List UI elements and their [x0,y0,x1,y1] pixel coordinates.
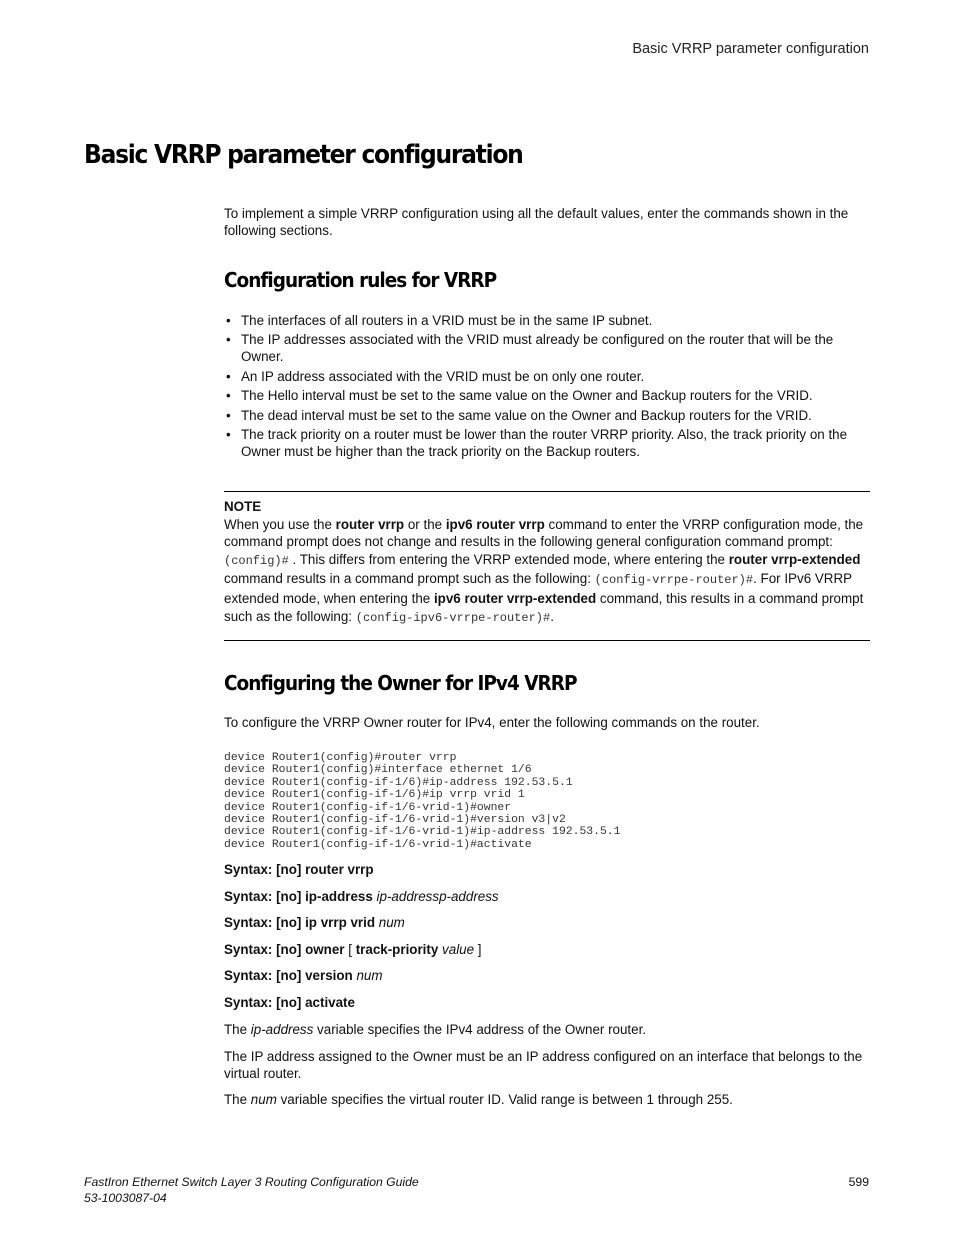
rules-list [224,312,870,462]
cli-code-block: device Router1(config)#router vrrp device Router1(config)#interface ethernet 1/6 device Router1(config-if-1/6)#ip-address 192.53.5.1 device Router1(config-if-1/6)#ip vrrp vrid 1 device Router1(config-if-1/6-vrid-1)#owner device Router1(config-if-1/6-vrid-1)#version v3|v2 device Router1(config-if-1/6-vrid-1)#ip-address 192.53.5.1 device Router1(config-if-1/6-vrid-1)#activate [224,752,621,851]
command-name: router vrrp-extended [728,551,861,567]
note-text: command, this results in a command prompt such as the following: [224,590,864,624]
ip-address-description [224,1021,864,1038]
list-item [224,387,870,404]
rule-text: The interfaces of all routers in a VRID must be in the same IP subnet. [241,313,653,328]
syntax-text: Syntax: [no] owner [224,942,345,957]
rule-text: The Hello interval must be set to the same value on the Owner and Backup routers for the VRID. [241,388,813,404]
bullet-icon: • [226,407,231,423]
list-item [224,407,870,424]
syntax-text: Syntax: [no] ip vrrp vrid [224,915,376,930]
note-text: command results in a command prompt such as the following: [224,571,595,587]
syntax-text: Syntax: [no] version [224,968,353,983]
rule-text: The IP addresses associated with the VRID must already be configured on the router that will be the Owner. [241,332,834,365]
note-text: When you use the [224,516,336,532]
rule-text: The dead interval must be set to the same value on the Owner and Backup routers for the VRID. [241,407,812,423]
list-item [224,426,870,460]
syntax-variable: num [378,915,405,930]
syntax-variable: value [442,942,475,957]
owner-intro-paragraph: To configure the VRRP Owner router for IPv4, enter the following commands on the router. [224,715,760,730]
note-box [224,498,864,627]
syntax-variable: num [356,968,383,983]
paragraph-text: The [224,1092,251,1107]
list-item [224,331,870,365]
prompt-code: (config)# [224,553,289,568]
syntax-text: Syntax: [no] ip-address [224,889,373,904]
note-text: . [550,608,554,624]
note-text: . For IPv6 VRRP extended mode, when entering the [224,571,852,606]
list-item [224,368,870,385]
syntax-variable: ip-addressp-address [376,889,499,904]
variable-name: num [250,1092,277,1107]
note-text: or the [404,516,446,532]
bullet-icon: • [226,313,231,328]
syntax-version [224,968,383,983]
prompt-code: (config-ipv6-vrrpe-router)# [355,610,551,625]
bullet-icon: • [226,426,231,442]
note-label: NOTE [224,499,262,514]
footer-guide-title: FastIron Ethernet Switch Layer 3 Routing Configuration Guide [84,1175,419,1189]
paragraph-text: The [224,1022,251,1037]
footer-doc-number: 53-1003087-04 [84,1191,167,1205]
syntax-ip-address [224,889,499,904]
rule-text: An IP address associated with the VRID must be on only one router. [241,368,645,384]
syntax-bracket: [ [344,942,356,957]
syntax-text: Syntax: [no] activate [224,995,355,1010]
bullet-icon: • [226,332,231,348]
syntax-owner [224,942,482,957]
command-name: router vrrp [335,516,405,532]
intro-paragraph: To implement a simple VRRP configuration using all the default values, enter the commands shown in the following sections. [224,206,849,238]
paragraph-text: variable specifies the IPv4 address of the Owner router. [313,1022,647,1037]
list-item [224,312,870,329]
syntax-keyword: track-priority [355,942,439,957]
section-heading-rules: Configuration rules for VRRP [224,268,497,292]
syntax-text: Syntax: [no] router vrrp [224,862,374,877]
footer-page-number: 599 [848,1175,869,1189]
note-top-divider [224,491,870,492]
section-heading-owner: Configuring the Owner for IPv4 VRRP [224,671,577,695]
running-header: Basic VRRP parameter configuration [632,41,869,57]
syntax-activate [224,995,355,1010]
command-name: ipv6 router vrrp [445,516,545,532]
prompt-code: (config-vrrpe-router)# [594,573,754,588]
syntax-bracket: ] [474,942,482,957]
bullet-icon: • [226,368,231,384]
note-text: command to enter the VRRP configuration mode, the command prompt does not change and results in the following general configuration command prompt: [224,516,864,550]
syntax-ip-vrrp-vrid [224,915,405,930]
syntax-router-vrrp [224,862,374,877]
variable-name: ip-address [250,1022,314,1037]
owner-ip-paragraph: The IP address assigned to the Owner must be an IP address configured on an interface that belongs to the virtual router. [224,1049,863,1081]
command-name: ipv6 router vrrp-extended [433,590,597,606]
num-description [224,1091,864,1108]
bullet-icon: • [226,388,231,404]
note-text: . This differs from entering the VRRP extended mode, where entering the [288,551,729,567]
rule-text: The track priority on a router must be lower than the router VRRP priority. Also, the track priority on the Owner must be higher than the track priority on the Backup routers. [241,426,848,459]
paragraph-text: variable specifies the virtual router ID. Valid range is between 1 through 255. [276,1092,733,1107]
page-title: Basic VRRP parameter configuration [84,140,523,170]
note-bottom-divider [224,640,870,641]
